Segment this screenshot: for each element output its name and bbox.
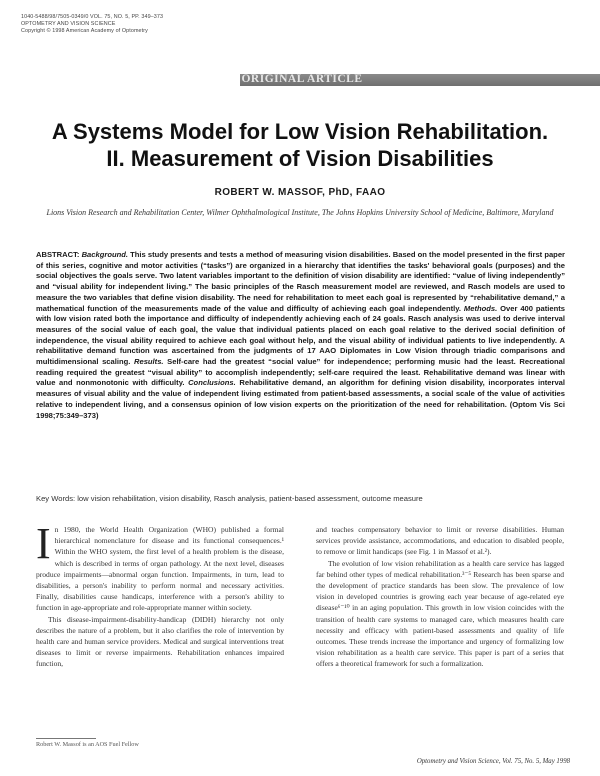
abstract-conclusions-label: Conclusions. xyxy=(188,378,236,388)
body-paragraph xyxy=(36,519,284,614)
abstract-background-text: This study presents and tests a method of measuring vision disabilities. Based on the model presented in the first paper of this series, cognitive and motor activities (“tasks”) are organized in a hierarchy that identifies the tasks' behavioral goals (purposes) and the social objectives the goals serve. Two latent variables important to the definition of vision disability are identified: “value of living independently” and “visual ability for independent living.” The basic principles of the Rasch measurement model are reviewed, and Rasch models are used to measure the two variables that define vision disability. The need for rehabilitation to meet each goal is represented by “rehabilitative demand,” a mathematical function of the measurements made of the value and difficulty of achieving each goal independently. xyxy=(36,250,566,313)
paper-title xyxy=(0,118,600,172)
title-line-1: A Systems Model for Low Vision Rehabilitation. xyxy=(51,119,549,144)
header-line: OPTOMETRY AND VISION SCIENCE xyxy=(21,20,116,27)
title-line-2: II. Measurement of Vision Disabilities xyxy=(106,146,494,171)
article-type-label: ORIGINAL ARTICLE xyxy=(241,73,363,85)
body-column-left xyxy=(36,519,284,670)
body-paragraph: and teaches compensatory behavior to limit or reverse disabilities. Human services provide assistance, accommodations, and education to disabled people, to remove or limit handicaps (see Fig. 1 in Massof et al.²). xyxy=(316,525,564,557)
abstract-methods-label: Methods. xyxy=(463,303,498,313)
abstract-results-label: Results. xyxy=(133,357,164,367)
body-paragraph: This disease-impairment-disability-handicap (DIDH) hierarchy not only describes the nature of a problem, but it also clarifies the role of intervention by health care and human service providers. Medical and surgical interventions treat diseases to limit or reverse impairments. Rehabilitation enhances impaired function, xyxy=(36,614,284,669)
abstract-methods-text: Over 400 patients with low vision rated both the importance and difficulty of independently achieving each of 24 goals. Rasch analysis was used to derive interval measures of the social value of each goal, the value that individual patients placed on each goal relative to the derived social definition of independence, the visual ability required to achieve each goal without help, and the visual ability of individual patients to live independently. A rehabilitative demand function was ascertained from the judgments of 17 AAO Diplomates in Low Vision through triadic comparisons and multidimensional scaling. xyxy=(36,303,565,367)
footnote: Robert W. Massof is an AOS Fuel Fellow xyxy=(36,741,139,748)
body-text: n 1980, the World Health Organization (WHO) published a formal hierarchical nomenclature for disease and its functional consequences.¹ Within the WHO system, the first level of a health problem is the disease, which is described in terms of organ pathology. At the next level, diseases produce impairments—abnormal organ function. Impairments, in turn, lead to disabilities, a person's inability to perform normal and necessary activities. Finally, disabilities cause handicaps, interference with a person's ability to function in age-appropriate and role-appropriate manner within society. xyxy=(36,525,284,613)
abstract-conclusions-text: Rehabilitative demand, an algorithm for defining vision disability, incorporates interval measures of visual ability and the value of independent living estimated from patient-based assessments, a social scale of the value of activities relative to independent living, and a consensus opinion of low vision experts on the prioritization of the need for rehabilitation. (Optom Vis Sci 1998;75:349–373) xyxy=(36,378,565,420)
body-column-right xyxy=(316,524,564,670)
journal-header xyxy=(21,14,163,34)
header-line: 1040-5488/98/7505-0349/0 VOL. 75, NO. 5, PP. 349–373 xyxy=(21,14,164,20)
drop-cap: I xyxy=(36,519,51,568)
key-words: Key Words: low vision rehabilitation, vision disability, Rasch analysis, patient-based assessment, outcome measure xyxy=(36,494,423,503)
journal-footer: Optometry and Vision Science, Vol. 75, No. 5, May 1998 xyxy=(416,758,570,765)
body-paragraph: The evolution of low vision rehabilitation as a health care service has lagged far behind other types of medical rehabilitation.³⁻⁵ Research has been sparse and the development of practice standards has been slow. The prevalence of low vision in developed countries is growing each year because of age-related eye disease⁶⁻¹⁰ in an aging population. This growth in low vision coincides with the transition of health care systems to managed care, which measures health care necessity and efficacy with patient-based assessments and quality of life outcomes. These trends increase the importance and urgency of formalizing low vision rehabilitation as a health care service. This paper is part of a series that offers a theoretical framework for such a formalization. xyxy=(316,558,564,669)
footnote-rule xyxy=(36,738,96,739)
header-line: Copyright © 1998 American Academy of Optometry xyxy=(21,27,148,34)
author-name: ROBERT W. MASSOF, PhD, FAAO xyxy=(214,187,386,198)
author-affiliation: Lions Vision Research and Rehabilitation Center, Wilmer Ophthalmological Institute, The Johns Hopkins University School of Medicine, Baltimore, Maryland xyxy=(46,208,554,217)
abstract-label: ABSTRACT: xyxy=(36,250,82,259)
abstract xyxy=(36,250,565,421)
abstract-results-text: Self-care had the greatest “social value” for independence; performing music had the least. Recreational reading required the greatest “visual ability” to accomplish independently; self-care required the least. Rehabilitative demand was linear with value and nonmonotonic with difficulty. xyxy=(36,357,565,388)
abstract-background-label: Background. xyxy=(81,250,128,259)
